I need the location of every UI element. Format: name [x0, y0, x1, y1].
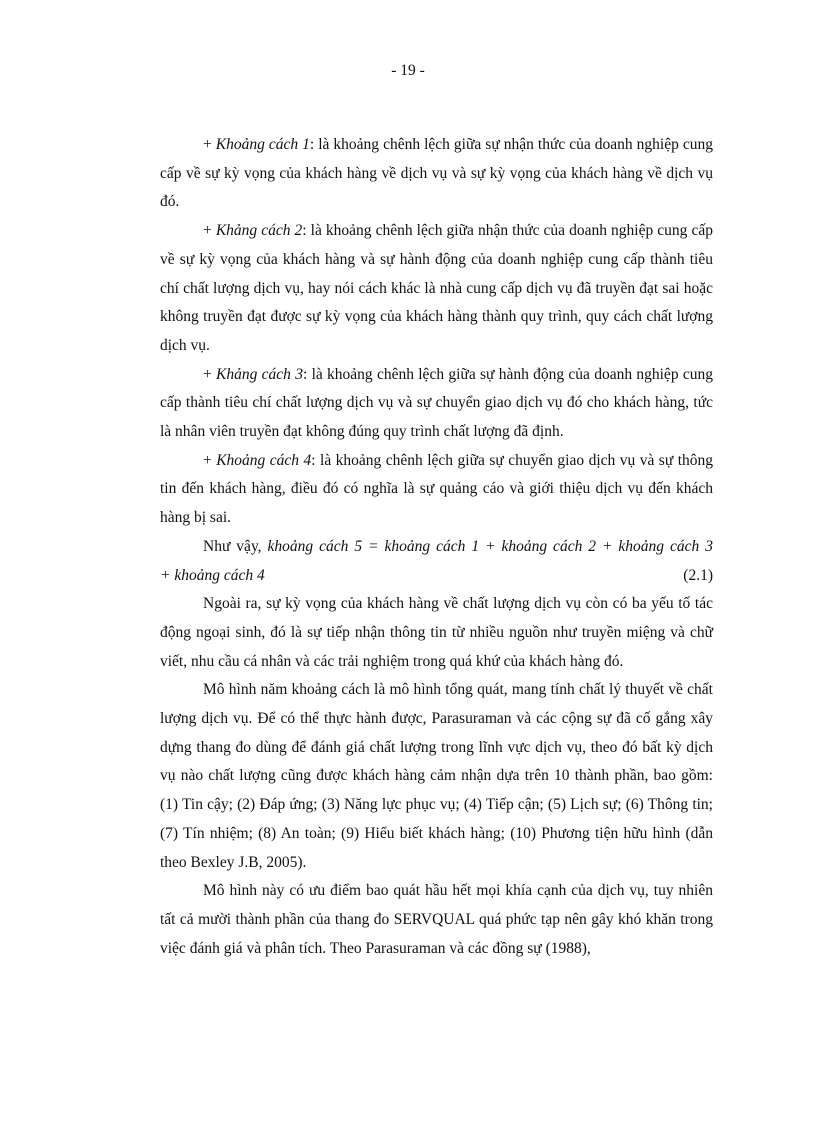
- page-number: - 19 -: [391, 62, 425, 79]
- gap-1-lead: +: [203, 136, 216, 153]
- gap-4-paragraph: [160, 447, 713, 533]
- equation-intro: Như vậy,: [203, 537, 268, 555]
- body-paragraph-model-overview: Mô hình năm khoảng cách là mô hình tổng quát, mang tính chất lý thuyết về chất lượng dịch vụ. Để có thể thực hành được, Parasuraman và các cộng sự đã cố gắng xây dựng thang đo dùng để đánh giá chất lượng trong lĩnh vực dịch vụ, theo đó bất kỳ dịch vụ nào chất lượng cũng được khách hàng cảm nhận dựa trên 10 thành phần, bao gồm: (1) Tin cậy; (2) Đáp ứng; (3) Năng lực phục vụ; (4) Tiếp cận; (5) Lịch sự; (6) Thông tin; (7) Tín nhiệm; (8) An toàn; (9) Hiểu biết khách hàng; (10) Phương tiện hữu hình (dẫn theo Bexley J.B, 2005).: [160, 681, 713, 871]
- gap-3-text: : là khoảng chênh lệch giữa sự hành động của doanh nghiệp cung cấp thành tiêu chí chất lượng dịch vụ và sự chuyển giao dịch vụ đó cho khách hàng, tức là nhân viên truyền đạt không đúng quy trình chất lượng đã định.: [160, 365, 713, 441]
- equation-paragraph: [160, 533, 713, 562]
- equation-formula-part1: khoảng cách 5 = khoảng cách 1 + khoảng cách 2 + khoảng cách 3: [267, 537, 714, 555]
- gap-3-term: Khảng cách 3: [216, 365, 303, 383]
- gap-1-text: : là khoảng chênh lệch giữa sự nhận thức của doanh nghiệp cung cấp về sự kỳ vọng của khách hàng về dịch vụ và sự kỳ vọng của khách hàng về dịch vụ đó.: [160, 136, 713, 211]
- equation-formula-part2: + khoảng cách 4: [160, 566, 265, 584]
- gap-1-paragraph: [160, 131, 713, 217]
- gap-4-lead: +: [203, 451, 217, 469]
- gap-2-lead: +: [203, 222, 216, 240]
- body-paragraph-external-factors: Ngoài ra, sự kỳ vọng của khách hàng về chất lượng dịch vụ còn có ba yếu tố tác động ngoại sinh, đó là sự tiếp nhận thông tin từ nhiều nguồn như truyền miệng và chữ viết, nhu cầu cá nhân và các trải nghiệm trong quá khứ của khách hàng đó.: [160, 595, 713, 670]
- document-body: [160, 131, 713, 963]
- gap-2-paragraph: [160, 217, 713, 361]
- gap-3-paragraph: [160, 361, 713, 447]
- gap-2-term: Khảng cách 2: [215, 222, 303, 240]
- gap-1-term: Khoảng cách 1: [215, 136, 310, 153]
- equation-number: (2.1): [683, 566, 713, 584]
- equation-line: [160, 562, 713, 591]
- gap-2-text: : là khoảng chênh lệch giữa nhận thức của doanh nghiệp cung cấp về sự kỳ vọng của khách hàng và sự hành động của doanh nghiệp cung cấp thành tiêu chí chất lượng dịch vụ, hay nói cách khác là nhà cung cấp dịch vụ đã truyền đạt sai hoặc không truyền đạt được sự kỳ vọng của khách hàng thành quy trình, quy cách chất lượng dịch vụ.: [160, 222, 713, 354]
- gap-4-term: Khoảng cách 4: [216, 451, 312, 469]
- body-paragraph-model-advantages: Mô hình này có ưu điểm bao quát hầu hết mọi khía cạnh của dịch vụ, tuy nhiên tất cả mười thành phần của thang đo SERVQUAL quá phức tạp nên gây khó khăn trong việc đánh giá và phân tích. Theo Parasuraman và các đồng sự (1988),: [160, 882, 713, 957]
- gap-4-text: : là khoảng chênh lệch giữa sự chuyển giao dịch vụ và sự thông tin đến khách hàng, điều đó có nghĩa là sự quảng cáo và giới thiệu dịch vụ đến khách hàng bị sai.: [160, 451, 713, 527]
- gap-3-lead: +: [203, 365, 217, 383]
